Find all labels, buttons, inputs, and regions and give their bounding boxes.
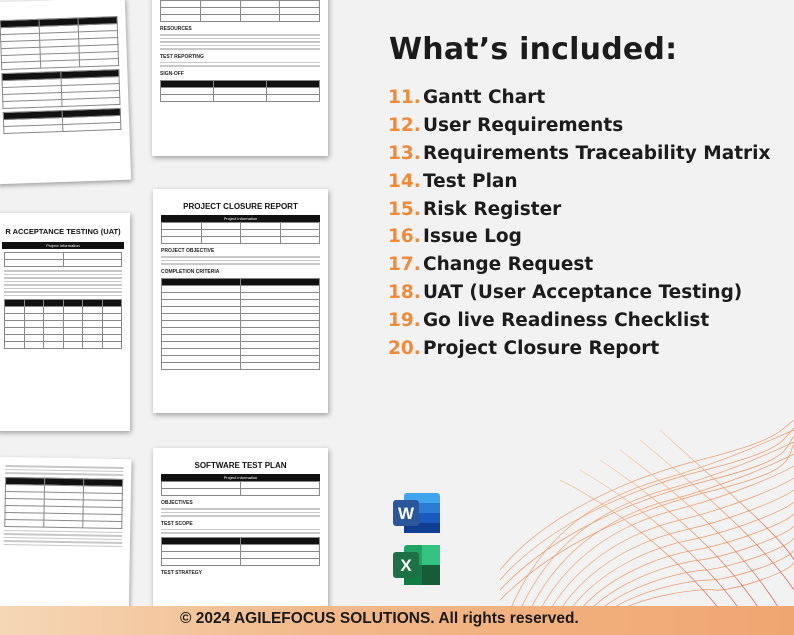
doc-testplan-objectives: OBJECTIVES <box>161 500 193 506</box>
item-label: Go live Readiness Checklist <box>423 309 710 331</box>
item-number: 13. <box>388 142 421 164</box>
doc-closure-objective: PROJECT OBJECTIVE <box>161 248 215 254</box>
doc-project-closure <box>153 189 328 413</box>
doc-testplan-scope: TEST SCOPE <box>161 520 193 527</box>
doc-closure-bar: Project Information <box>161 215 320 222</box>
doc-uat-bar: Project Information <box>2 242 124 249</box>
doc-uat <box>0 213 130 431</box>
copyright-text: © 2024 AGILEFOCUS SOLUTIONS. All rights reserved. <box>180 610 579 627</box>
doc-responsibilities <box>0 0 131 184</box>
item-number: 17. <box>388 254 421 276</box>
doc-uat-text <box>0 270 130 296</box>
footer-bar <box>0 606 794 635</box>
item-number: 11. <box>388 87 421 109</box>
item-number: 12. <box>388 115 421 137</box>
doc-resources-heading: RESOURCES <box>160 26 192 32</box>
item-number: 14. <box>388 170 421 192</box>
word-icon <box>392 490 442 536</box>
item-label: Risk Register <box>423 198 562 220</box>
list-item <box>388 334 770 362</box>
doc-test-reporting <box>152 0 328 156</box>
list-item <box>388 223 770 251</box>
item-label: Gantt Chart <box>423 87 546 109</box>
item-label: Issue Log <box>423 226 522 248</box>
doc-closure-criteria: COMPLETION CRITERIA <box>161 268 220 275</box>
item-label: UAT (User Acceptance Testing) <box>423 281 743 303</box>
item-number: 18. <box>388 281 421 303</box>
wave-decoration <box>500 420 794 610</box>
item-label: Change Request <box>423 254 594 276</box>
doc-testplan-title: SOFTWARE TEST PLAN <box>194 461 287 470</box>
doc-testplan-strategy: TEST STRATEGY <box>161 569 203 576</box>
included-list <box>388 84 770 362</box>
item-number: 16. <box>388 226 421 248</box>
item-label: User Requirements <box>423 115 624 137</box>
excel-letter: X <box>400 556 412 575</box>
item-number: 20. <box>388 337 421 359</box>
list-item <box>388 195 770 223</box>
whats-included-heading: What’s included: <box>389 32 678 67</box>
list-item <box>388 251 770 279</box>
list-item <box>388 279 770 307</box>
item-label: Test Plan <box>423 170 518 192</box>
excel-icon <box>392 542 442 588</box>
item-number: 15. <box>388 198 421 220</box>
list-item <box>388 306 770 334</box>
doc-closure-title: PROJECT CLOSURE REPORT <box>183 202 298 211</box>
doc-risk <box>0 457 131 629</box>
list-item <box>388 140 770 168</box>
list-item <box>388 84 770 112</box>
list-item <box>388 167 770 195</box>
item-label: Project Closure Report <box>423 337 660 359</box>
doc-testplan-bar: Project Information <box>161 474 320 481</box>
word-letter: W <box>397 504 415 523</box>
doc-signoff-heading: SIGN-OFF <box>160 70 184 77</box>
doc-uat-title: R ACCEPTANCE TESTING (UAT) <box>5 227 121 236</box>
item-number: 19. <box>388 309 421 331</box>
list-item <box>388 112 770 140</box>
item-label: Requirements Traceability Matrix <box>423 142 771 164</box>
doc-reporting-heading: TEST REPORTING <box>160 53 204 60</box>
